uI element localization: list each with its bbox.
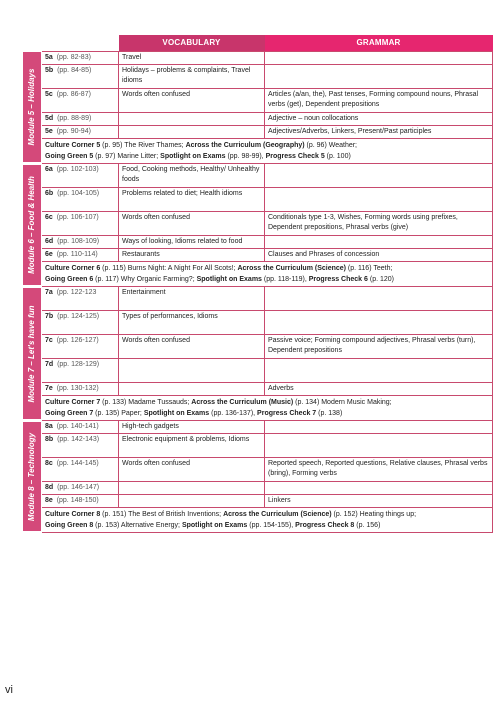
vocabulary-cell: [119, 126, 265, 139]
lesson-code: 8a: [45, 423, 53, 430]
lesson-cell: [42, 212, 119, 236]
footer-line: [45, 263, 489, 274]
vocabulary-cell: Entertainment: [119, 287, 265, 311]
lesson-code: 7a: [45, 289, 53, 296]
lesson-row: [23, 188, 493, 212]
module-title: Module 7 – Let's have fun: [27, 304, 36, 403]
lesson-code: 6b: [45, 190, 54, 197]
footer-section-title: Spotlight on Exams: [196, 276, 262, 283]
module-label: [23, 421, 42, 533]
lesson-code: 5b: [45, 67, 54, 74]
lesson-cell: [42, 335, 119, 359]
lesson-row: [23, 335, 493, 359]
footer-section-title: Going Green 7: [45, 410, 94, 417]
grammar-cell: [265, 434, 493, 458]
lesson-code: 6e: [45, 251, 53, 258]
lesson-pages: (pp. 122-123: [56, 289, 97, 296]
lesson-row: [23, 249, 493, 262]
lesson-row: [23, 421, 493, 434]
contents-table: [22, 35, 493, 534]
grammar-header: GRAMMAR: [265, 35, 493, 52]
lesson-code: 5e: [45, 128, 53, 135]
lesson-pages: (pp. 88-89): [57, 115, 92, 122]
footer-section-text: (pp. 118-119),: [261, 276, 309, 283]
lesson-row: [23, 383, 493, 396]
footer-section-text: (p. 95) The River Thames;: [100, 142, 186, 149]
lesson-pages: (pp. 144-145): [56, 460, 99, 467]
footer-section-title: Culture Corner 6: [45, 265, 101, 272]
module-label: [23, 164, 42, 287]
lesson-cell: [42, 236, 119, 249]
grammar-cell: [265, 65, 493, 89]
footer-section-text: (p. 120): [367, 276, 394, 283]
vocabulary-cell: [119, 495, 265, 508]
vocabulary-cell: [119, 482, 265, 495]
lesson-row: [23, 65, 493, 89]
lesson-code: 5a: [45, 54, 53, 61]
lesson-cell: [42, 458, 119, 482]
lesson-cell: [42, 65, 119, 89]
lesson-pages: (pp. 124-125): [57, 313, 100, 320]
lesson-row: [23, 287, 493, 311]
grammar-cell: Articles (a/an, the), Past tenses, Forming compound nouns, Phrasal verbs (get), Dependent prepositions: [265, 89, 493, 113]
footer-section-text: (p. 156): [354, 522, 381, 529]
footer-section-title: Going Green 6: [45, 276, 94, 283]
lesson-row: [23, 212, 493, 236]
vocabulary-cell: Travel: [119, 52, 265, 65]
module-title: Module 5 – Holidays: [27, 68, 36, 146]
footer-section-title: Progress Check 8: [295, 522, 355, 529]
module-label: [23, 52, 42, 164]
footer-section-title: Going Green 5: [45, 153, 94, 160]
lesson-row: [23, 126, 493, 139]
lesson-cell: [42, 52, 119, 65]
grammar-cell: Adverbs: [265, 383, 493, 396]
vocabulary-cell: Words often confused: [119, 89, 265, 113]
lesson-code: 6a: [45, 166, 53, 173]
lesson-code: 8b: [45, 436, 54, 443]
vocabulary-cell: Problems related to diet; Health idioms: [119, 188, 265, 212]
lesson-pages: (pp. 90-94): [56, 128, 91, 135]
module-title: Module 8 – Technology: [27, 432, 36, 521]
grammar-cell: Conditionals type 1-3, Wishes, Forming words using prefixes, Dependent prepositions, Phrasal verbs (give): [265, 212, 493, 236]
vocabulary-cell: Words often confused: [119, 335, 265, 359]
footer-section-text: (pp. 136-137),: [209, 410, 258, 417]
module-footer-row: [23, 139, 493, 164]
lesson-row: [23, 495, 493, 508]
footer-section-text: (p. 152) Heating things up;: [331, 511, 417, 518]
grammar-cell: Passive voice; Forming compound adjectives, Phrasal verbs (turn), Dependent prepositions: [265, 335, 493, 359]
grammar-cell: [265, 287, 493, 311]
footer-line: [45, 509, 489, 520]
lesson-cell: [42, 434, 119, 458]
vocabulary-cell: Holidays – problems & complaints, Travel idioms: [119, 65, 265, 89]
module-footer: [42, 139, 493, 164]
lesson-code: 6c: [45, 214, 53, 221]
lesson-cell: [42, 495, 119, 508]
lesson-pages: (pp. 146-147): [57, 484, 100, 491]
vocabulary-cell: Electronic equipment & problems, Idioms: [119, 434, 265, 458]
grammar-cell: Adjective – noun collocations: [265, 113, 493, 126]
footer-line: [45, 397, 489, 408]
footer-section-title: Culture Corner 8: [45, 511, 101, 518]
lesson-cell: [42, 188, 119, 212]
lesson-pages: (pp. 148-150): [56, 497, 99, 504]
grammar-cell: [265, 164, 493, 188]
header-row: [23, 35, 493, 52]
footer-section-text: (p. 151) The Best of British Inventions;: [100, 511, 224, 518]
page-number: vi: [5, 684, 13, 696]
lesson-row: [23, 89, 493, 113]
lesson-row: [23, 113, 493, 126]
lesson-pages: (pp. 86-87): [56, 91, 91, 98]
lesson-row: [23, 434, 493, 458]
lesson-cell: [42, 164, 119, 188]
module-footer-row: [23, 396, 493, 421]
footer-section-text: (p. 116) Teeth;: [345, 265, 393, 272]
lesson-row: [23, 458, 493, 482]
lesson-code: 8e: [45, 497, 53, 504]
lesson-pages: (pp. 82-83): [56, 54, 91, 61]
lesson-pages: (pp. 130-132): [56, 385, 99, 392]
lesson-row: [23, 482, 493, 495]
module-footer-row: [23, 508, 493, 533]
footer-section-text: (p. 153) Alternative Energy;: [93, 522, 182, 529]
lesson-code: 6d: [45, 238, 54, 245]
lesson-cell: [42, 421, 119, 434]
lesson-pages: (pp. 102-103): [56, 166, 99, 173]
vocabulary-cell: Words often confused: [119, 212, 265, 236]
vocabulary-cell: Words often confused: [119, 458, 265, 482]
lesson-row: [23, 236, 493, 249]
lesson-pages: (pp. 110-114): [56, 251, 98, 258]
lesson-cell: [42, 359, 119, 383]
module-title: Module 6 – Food & Health: [27, 176, 36, 274]
lesson-pages: (pp. 84-85): [57, 67, 92, 74]
lesson-pages: (pp. 128-129): [57, 361, 100, 368]
grammar-cell: [265, 421, 493, 434]
grammar-cell: [265, 236, 493, 249]
footer-section-text: (p. 100): [324, 153, 351, 160]
footer-section-title: Progress Check 6: [308, 276, 368, 283]
lesson-pages: (pp. 142-143): [57, 436, 100, 443]
lesson-code: 8c: [45, 460, 53, 467]
footer-section-title: Culture Corner 5: [45, 142, 101, 149]
footer-line: [45, 520, 489, 531]
lesson-cell: [42, 311, 119, 335]
vocabulary-cell: Types of performances, Idioms: [119, 311, 265, 335]
module-label: [23, 287, 42, 421]
lesson-row: [23, 164, 493, 188]
footer-section-title: Spotlight on Exams: [143, 410, 210, 417]
module-footer-row: [23, 262, 493, 287]
grammar-cell: [265, 482, 493, 495]
vocabulary-cell: [119, 359, 265, 383]
lesson-code: 8d: [45, 484, 54, 491]
vocabulary-cell: Food, Cooking methods, Healthy/ Unhealthy foods: [119, 164, 265, 188]
footer-section-text: (p. 135) Paper;: [93, 410, 144, 417]
footer-section-text: (p. 117) Why Organic Farming?;: [93, 276, 197, 283]
lesson-code: 7d: [45, 361, 54, 368]
module-footer: [42, 396, 493, 421]
module-footer: [42, 508, 493, 533]
vocabulary-cell: [119, 383, 265, 396]
grammar-cell: [265, 52, 493, 65]
vocabulary-header: VOCABULARY: [119, 35, 265, 52]
grammar-cell: Reported speech, Reported questions, Relative clauses, Phrasal verbs (bring), Forming verbs: [265, 458, 493, 482]
footer-section-text: (p. 138): [316, 410, 343, 417]
grammar-cell: Linkers: [265, 495, 493, 508]
footer-section-text: (pp. 98-99),: [225, 153, 266, 160]
footer-section-text: (p. 134) Modern Music Making;: [293, 399, 392, 406]
footer-section-title: Across the Curriculum (Science): [223, 511, 332, 518]
footer-section-title: Spotlight on Exams: [181, 522, 248, 529]
grammar-cell: [265, 188, 493, 212]
lesson-row: [23, 311, 493, 335]
footer-section-title: Progress Check 7: [257, 410, 317, 417]
lesson-code: 7e: [45, 385, 53, 392]
footer-section-title: Spotlight on Exams: [160, 153, 226, 160]
vocabulary-cell: Restaurants: [119, 249, 265, 262]
footer-section-title: Going Green 8: [45, 522, 94, 529]
footer-section-title: Culture Corner 7: [45, 399, 101, 406]
lesson-code: 5d: [45, 115, 54, 122]
footer-section-text: (p. 96) Weather;: [304, 142, 358, 149]
footer-section-title: Across the Curriculum (Music): [191, 399, 294, 406]
lesson-cell: [42, 113, 119, 126]
header-blank: [23, 35, 119, 52]
lesson-pages: (pp. 104-105): [57, 190, 100, 197]
lesson-code: 7c: [45, 337, 53, 344]
lesson-row: [23, 359, 493, 383]
footer-section-title: Progress Check 5: [265, 153, 325, 160]
grammar-cell: [265, 359, 493, 383]
vocabulary-cell: High-tech gadgets: [119, 421, 265, 434]
lesson-cell: [42, 249, 119, 262]
module-footer: [42, 262, 493, 287]
vocabulary-cell: Ways of looking, Idioms related to food: [119, 236, 265, 249]
vocabulary-cell: [119, 113, 265, 126]
lesson-cell: [42, 383, 119, 396]
lesson-cell: [42, 482, 119, 495]
grammar-cell: Clauses and Phrases of concession: [265, 249, 493, 262]
footer-line: [45, 140, 489, 151]
footer-line: [45, 151, 489, 162]
footer-section-title: Across the Curriculum (Science): [237, 265, 346, 272]
lesson-pages: (pp. 126-127): [56, 337, 99, 344]
grammar-cell: Adjectives/Adverbs, Linkers, Present/Past participles: [265, 126, 493, 139]
lesson-code: 7b: [45, 313, 54, 320]
grammar-cell: [265, 311, 493, 335]
footer-section-text: (p. 97) Marine Litter;: [93, 153, 161, 160]
lesson-cell: [42, 287, 119, 311]
lesson-code: 5c: [45, 91, 53, 98]
lesson-pages: (pp. 108-109): [57, 238, 100, 245]
lesson-pages: (pp. 140-141): [56, 423, 99, 430]
footer-line: [45, 274, 489, 285]
lesson-cell: [42, 89, 119, 113]
footer-section-text: (p. 133) Madame Tussauds;: [100, 399, 192, 406]
lesson-row: [23, 52, 493, 65]
footer-section-text: (p. 115) Burns Night: A Night For All Scots!;: [100, 265, 238, 272]
lesson-cell: [42, 126, 119, 139]
footer-line: [45, 408, 489, 419]
footer-section-text: (pp. 154-155),: [247, 522, 296, 529]
lesson-pages: (pp. 106-107): [56, 214, 99, 221]
footer-section-title: Across the Curriculum (Geography): [185, 142, 305, 149]
